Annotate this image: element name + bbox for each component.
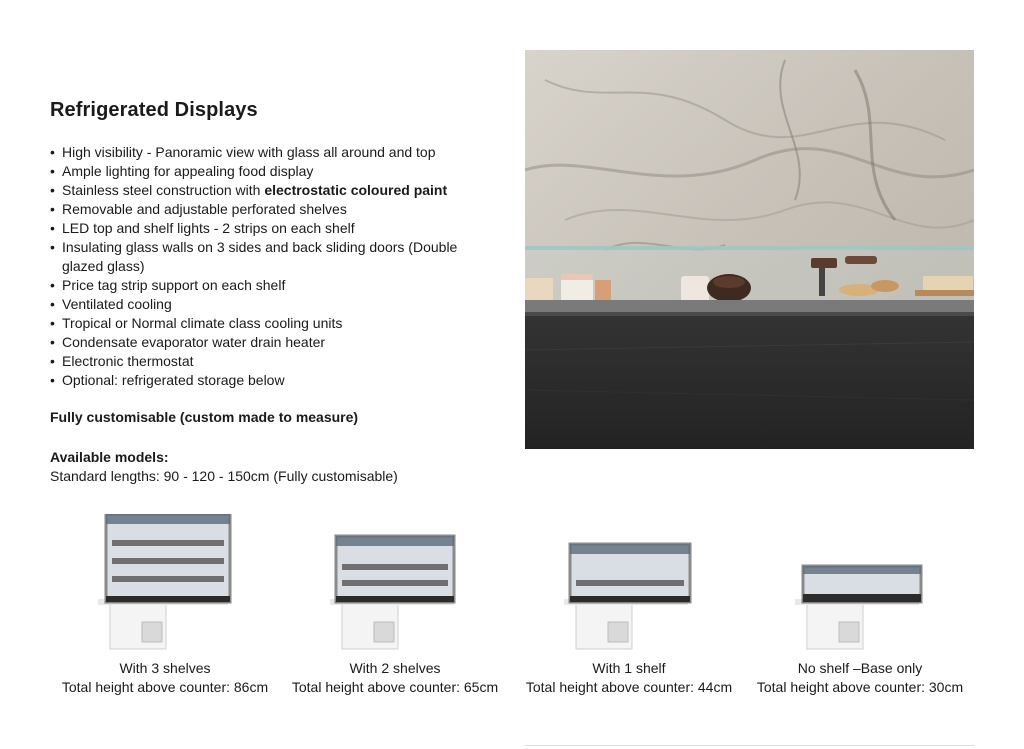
model-image <box>745 514 975 654</box>
model-name: No shelf –Base only <box>797 660 923 676</box>
model-image <box>514 514 744 654</box>
model-name: With 2 shelves <box>349 660 441 676</box>
models-heading: Available models: <box>50 449 169 465</box>
model-image <box>50 514 280 654</box>
feature-item: • Stainless steel construction with electrostatic coloured paint <box>50 181 490 200</box>
model-height: Total height above counter: 86cm <box>61 679 269 695</box>
feature-item: • Tropical or Normal climate class cooling units <box>50 314 490 333</box>
model-name: With 1 shelf <box>592 660 666 676</box>
feature-item: • Removable and adjustable perforated shelves <box>50 200 490 219</box>
feature-item: • High visibility - Panoramic view with glass all around and top <box>50 143 490 162</box>
product-photo <box>525 50 974 449</box>
customisable-note: Fully customisable (custom made to measure) <box>50 409 359 425</box>
model-name: With 3 shelves <box>119 660 211 676</box>
divider <box>525 745 974 746</box>
feature-item: • Optional: refrigerated storage below <box>50 371 490 390</box>
page-title: Refrigerated Displays <box>50 99 258 121</box>
model-height: Total height above counter: 65cm <box>291 679 499 695</box>
feature-item: • Ventilated cooling <box>50 295 490 314</box>
model-image <box>280 514 510 654</box>
feature-item: • Insulating glass walls on 3 sides and back sliding doors (Double glazed glass) <box>50 238 490 276</box>
feature-item: • Ample lighting for appealing food display <box>50 162 490 181</box>
feature-item: • Price tag strip support on each shelf <box>50 276 490 295</box>
feature-item: • Electronic thermostat <box>50 352 490 371</box>
feature-item: • LED top and shelf lights - 2 strips on each shelf <box>50 219 490 238</box>
feature-item: • Condensate evaporator water drain heater <box>50 333 490 352</box>
feature-highlight: electrostatic coloured paint <box>264 182 448 198</box>
model-height: Total height above counter: 30cm <box>756 679 964 695</box>
model-height: Total height above counter: 44cm <box>525 679 733 695</box>
feature-list <box>50 143 490 390</box>
standard-lengths: Standard lengths: 90 - 120 - 150cm (Fully customisable) <box>50 468 398 484</box>
